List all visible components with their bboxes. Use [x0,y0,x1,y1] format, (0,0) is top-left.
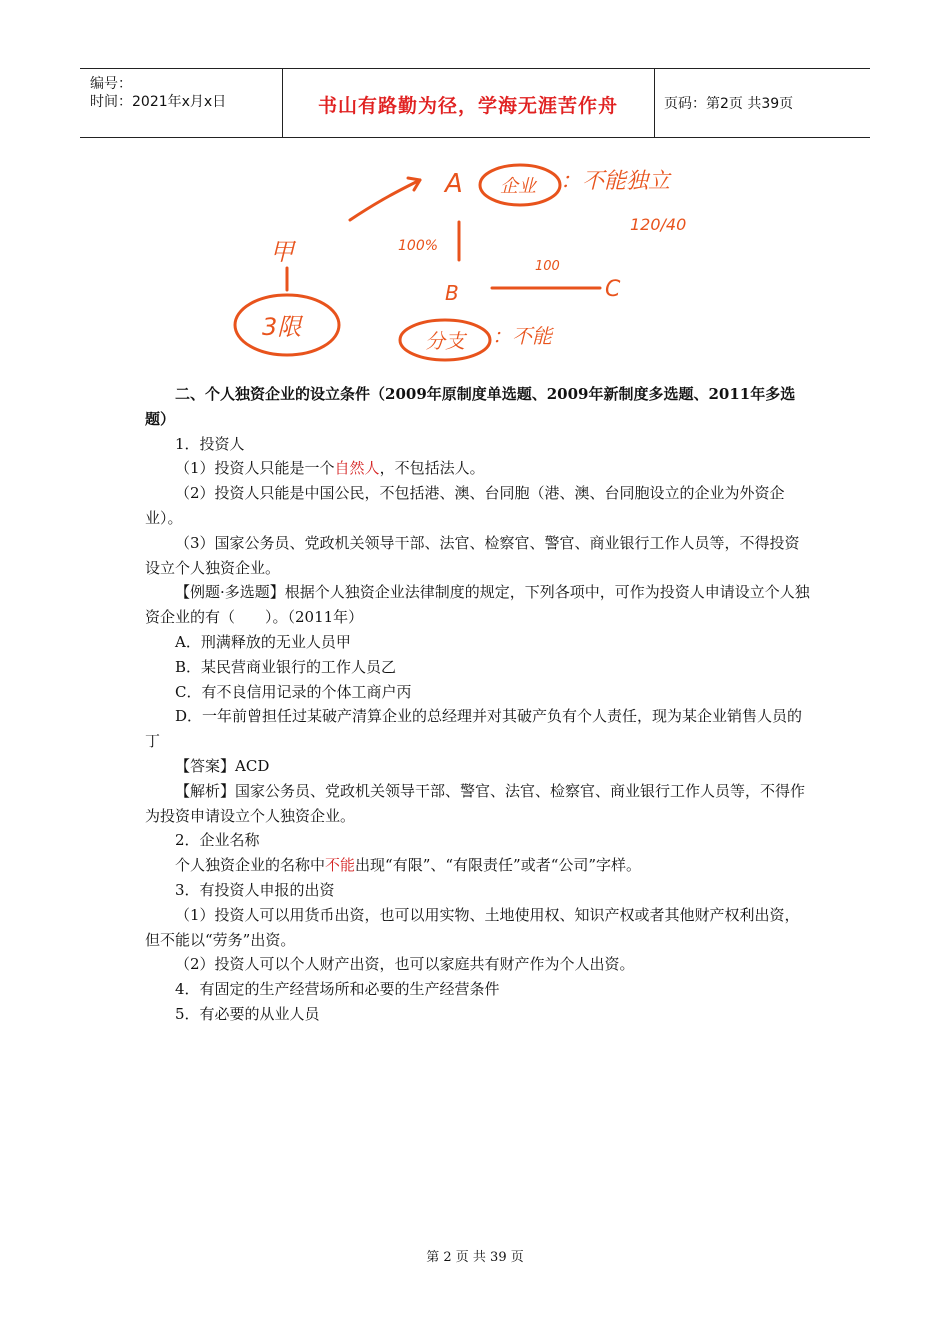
note-b: ：不能 [492,324,552,348]
s5-title: 5．有必要的从业人员 [175,1004,320,1023]
circle-left-text: 3限 [262,313,302,341]
motto: 书山有路勤为径，学海无涯苦作舟 [317,95,618,117]
s1-title: 1．投资人 [175,434,245,453]
handwritten-diagram [230,150,730,370]
label-c: C [605,277,621,302]
bc-value: 100 [535,259,560,274]
page-header [80,68,870,138]
s4-title: 4．有固定的生产经营场所和必要的生产经营条件 [175,980,500,999]
header-page-cell [654,69,870,137]
analysis: 【解析】国家公务员、党政机关领导干部、警官、法官、检察官、商业银行工作人员等，不得作为投资申请设立个人独资企业。 [145,781,806,825]
circle-b-text: 分支 [425,329,465,353]
s1-p3: （3）国家公务员、党政机关领导干部、法官、检察官、警官、商业银行工作人员等，不得投资设立个人独资企业。 [145,533,800,577]
s3-p1: （1）投资人可以用货币出资，也可以用实物、土地使用权、知识产权或者其他财产权利出资，但不能以“劳务”出资。 [145,905,800,949]
main-content [145,382,813,1027]
highlight-natural-person: 自然人 [334,459,380,478]
ratio: 120/40 [630,215,687,234]
highlight-cannot: 不能 [325,856,356,875]
s1-p2: （2）投资人只能是中国公民，不包括港、澳、台同胞（港、澳、台同胞设立的企业为外资企业）。 [145,484,785,527]
option-b: B．某民营商业银行的工作人员乙 [175,657,397,676]
option-c: C．有不良信用记录的个体工商户丙 [175,682,412,701]
header-meta-cell [80,69,283,137]
number-label: 编号： [90,76,132,92]
option-a: A．刑满释放的无业人员甲 [175,632,351,651]
pct: 100% [398,238,439,254]
circle-a-text: 企业 [500,176,536,197]
s3-title: 3．有投资人申报的出资 [175,880,335,899]
time-label: 时间：2021年x月x日 [90,94,227,110]
label-jia: 甲 [270,238,294,266]
option-d: D．一年前曾担任过某破产清算企业的总经理并对其破产负有个人责任，现为某企业销售人员的丁 [145,707,803,751]
section-heading: 二、个人独资企业的设立条件（2009年原制度单选题、2009年新制度多选题、2011年多选题） [145,385,796,428]
s3-p2: （2）投资人可以个人财产出资，也可以家庭共有财产作为个人出资。 [175,955,635,974]
answer-value: ACD [235,756,270,775]
s1-p1: （1）投资人只能是一个自然人，不包括法人。 [175,459,485,478]
page-info: 页码：第2页 共39页 [664,96,794,112]
answer: 【答案】ACD [175,756,270,775]
arrow-to-a [350,180,420,220]
page-footer: 第 2 页 共 39 页 [426,1250,524,1265]
s2-title: 2．企业名称 [175,831,260,850]
header-motto-cell [282,69,655,137]
s2-p1: 个人独资企业的名称中不能出现“有限”、“有限责任”或者“公司”字样。 [175,856,642,875]
note-a: ：不能独立 [560,169,671,194]
label-b: B [445,281,459,305]
example-question: 【例题·多选题】根据个人独资企业法律制度的规定，下列各项中，可作为投资人申请设立个人独资企业的有（ ）。（2011年） [145,583,810,627]
label-a: A [445,169,463,199]
